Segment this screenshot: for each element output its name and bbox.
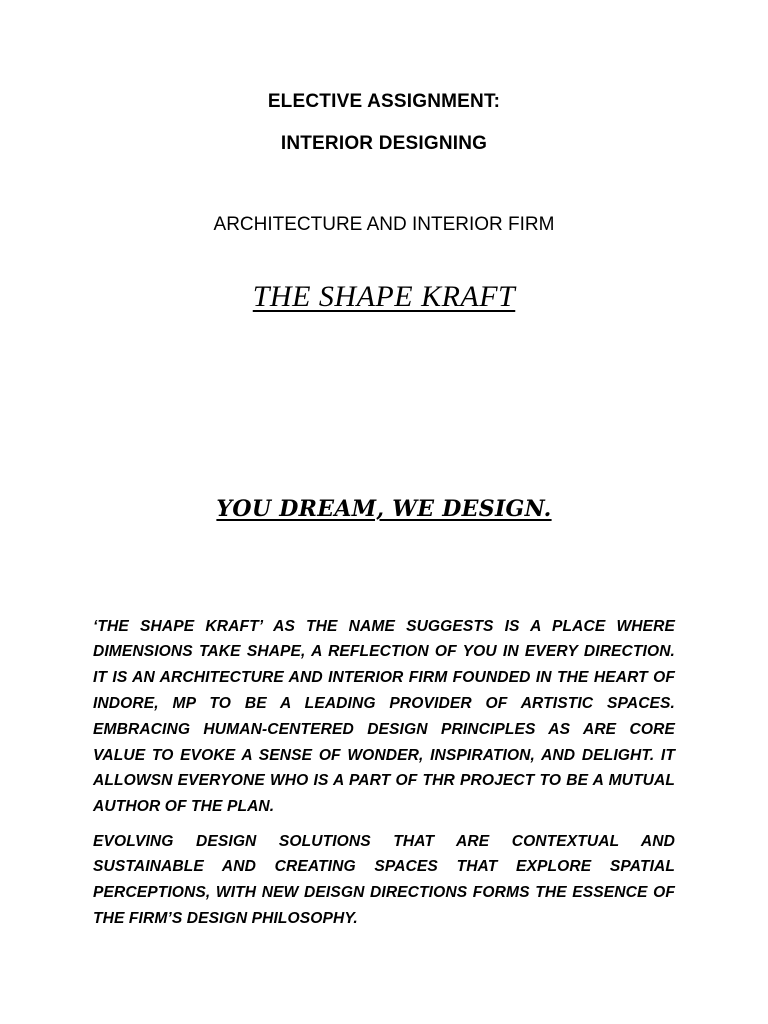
- body-paragraph-intro: ‘THE SHAPE KRAFT’ AS THE NAME SUGGESTS IS A PLACE WHERE DIMENSIONS TAKE SHAPE, A REFLECTION OF YOU IN EVERY DIRECTION. IT IS AN ARCHITECTURE AND INTERIOR FIRM FOUNDED IN THE HEART OF INDORE, MP TO BE A LEADING PROVIDER OF ARTISTIC SPACES. EMBRACING HUMAN-CENTERED DESIGN PRINCIPLES AS ARE CORE VALUE TO EVOKE A SENSE OF WONDER, INSPIRATION, AND DELIGHT. IT ALLOWSN EVERYONE WHO IS A PART OF THR PROJECT TO BE A MUTUAL AUTHOR OF THE PLAN.: [93, 617, 675, 816]
- body-paragraph-philosophy: EVOLVING DESIGN SOLUTIONS THAT ARE CONTEXTUAL AND SUSTAINABLE AND CREATING SPACES THAT EXPLORE SPATIAL PERCEPTIONS, WITH NEW DEISGN DIRECTIONS FORMS THE ESSENCE OF THE FIRM’S DESIGN PHILOSOPHY.: [93, 832, 675, 927]
- firm-type-subheading: ARCHITECTURE AND INTERIOR FIRM: [213, 214, 555, 235]
- assignment-heading: ELECTIVE ASSIGNMENT:: [267, 91, 501, 112]
- subject-heading: INTERIOR DESIGNING: [280, 133, 488, 154]
- firm-name-text: THE SHAPE KRAFT: [252, 280, 516, 313]
- tagline-text: YOU DREAM, WE DESIGN.: [216, 496, 552, 522]
- firm-name-title: [0, 280, 768, 314]
- tagline: [0, 496, 768, 522]
